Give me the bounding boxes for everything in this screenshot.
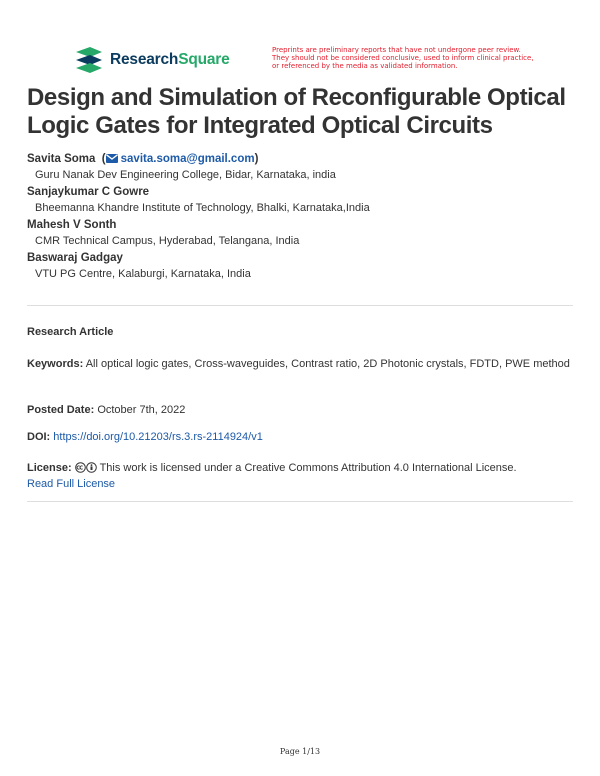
disclaimer-line: Preprints are preliminary reports that have not undergone peer review. <box>272 46 521 54</box>
divider <box>27 501 573 502</box>
header <box>74 44 554 74</box>
paper-title: Design and Simulation of Reconfigurable Optical Logic Gates for Integrated Optical Circuits <box>27 84 566 139</box>
envelope-icon <box>106 154 118 163</box>
author-email-link[interactable]: savita.soma@gmail.com <box>106 153 255 165</box>
author-affiliation: Bheemanna Khandre Institute of Technology, Bhalki, Karnataka,India <box>35 202 370 214</box>
author-name: Sanjaykumar C Gowre <box>27 186 150 198</box>
author-affiliation: CMR Technical Campus, Hyderabad, Telangana, India <box>35 235 300 247</box>
doi-link[interactable]: https://doi.org/10.21203/rs.3.rs-2114924/v1 <box>53 431 263 443</box>
cc-icon <box>75 462 86 473</box>
author-list <box>27 151 572 283</box>
author-name: Mahesh V Sonth <box>27 219 117 231</box>
author-affiliation: VTU PG Centre, Kalaburgi, Karnataka, India <box>35 268 251 280</box>
cc-by-icon <box>86 462 97 473</box>
author-name: Baswaraj Gadgay <box>27 252 123 264</box>
author-name: Savita Soma ( savita.soma@gmail.com) <box>27 153 259 165</box>
author-affiliation: Guru Nanak Dev Engineering College, Bidar, Karnataka, india <box>35 169 336 181</box>
license: License: This work is licensed under a Creative Commons Attribution 4.0 International License. Read Full License <box>27 462 517 490</box>
preprint-disclaimer <box>272 46 542 70</box>
research-square-logo-icon <box>74 46 104 74</box>
divider <box>27 305 573 306</box>
research-square-logo[interactable] <box>74 46 230 74</box>
page-number: Page 1/13 <box>279 747 321 756</box>
keywords: Keywords: All optical logic gates, Cross-waveguides, Contrast ratio, 2D Photonic crystals, FDTD, PWE method <box>27 358 570 370</box>
posted-date: Posted Date: October 7th, 2022 <box>27 404 186 416</box>
read-full-license-link[interactable]: Read Full License <box>27 478 116 490</box>
doi: DOI: https://doi.org/10.21203/rs.3.rs-2114924/v1 <box>27 431 263 443</box>
disclaimer-line: They should not be considered conclusive, used to inform clinical practice, <box>272 54 534 62</box>
article-type: Research Article <box>27 326 114 338</box>
logo-text: ResearchSquare <box>110 51 230 68</box>
disclaimer-line: or referenced by the media as validated information. <box>272 62 458 70</box>
